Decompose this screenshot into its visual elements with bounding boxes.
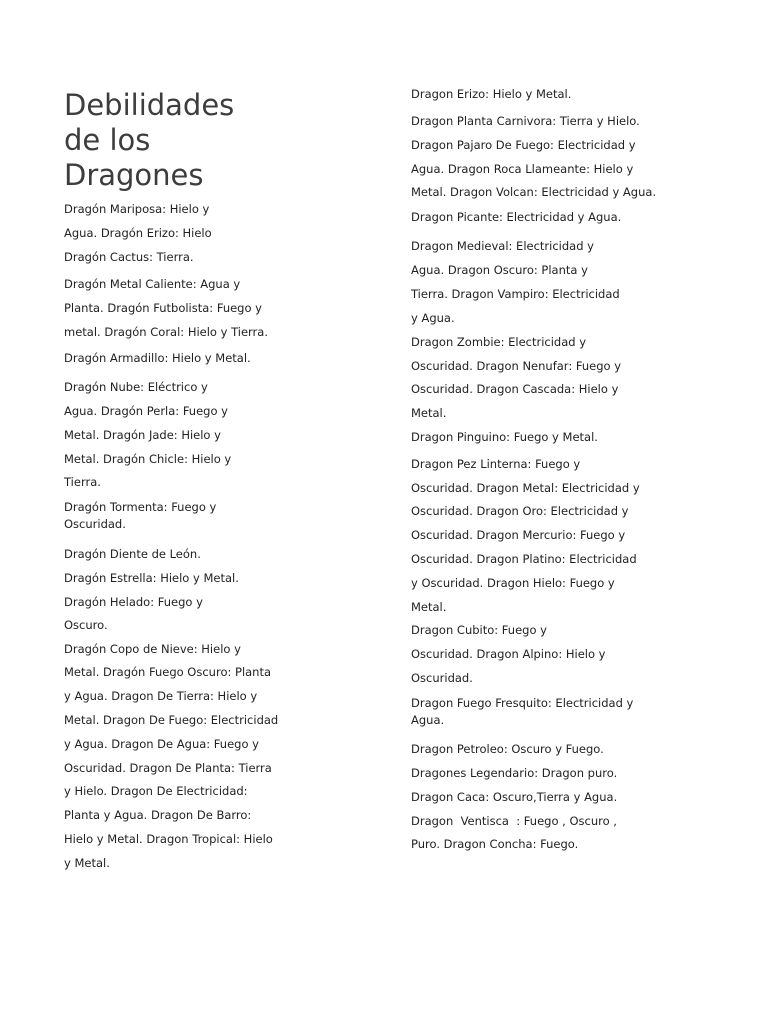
text-line: Dragon Petroleo: Oscuro y Fuego. [411,742,604,756]
text-line: Oscuridad. Dragon Platino: Electricidad [411,552,637,566]
text-line: Dragon Medieval: Electricidad y [411,239,594,253]
text-line: Metal. [411,600,447,614]
text-line: Dragón Estrella: Hielo y Metal. [64,571,239,585]
text-line: Agua. Dragon Oscuro: Planta y [411,263,588,277]
text-line: Metal. Dragón Jade: Hielo y [64,428,221,442]
text-line: Tierra. Dragon Vampiro: Electricidad [411,287,620,301]
text-line: Dragón Cactus: Tierra. [64,250,194,264]
text-line: Dragon Pez Linterna: Fuego y [411,457,581,471]
text-line: metal. Dragón Coral: Hielo y Tierra. [64,325,268,339]
text-line: Oscuridad. Dragon Mercurio: Fuego y [411,528,626,542]
text-line: Metal. Dragon Volcan: Electricidad y Agua. [411,185,657,199]
text-line: Dragon Erizo: Hielo y Metal. [411,87,572,101]
text-line: Oscuridad. Dragon Metal: Electricidad y [411,481,640,495]
text-line: y Agua. Dragon De Tierra: Hielo y [64,689,258,703]
text-line: Dragón Tormenta: Fuego y [64,500,217,514]
text-line: Oscuridad. Dragon Oro: Electricidad y [411,504,629,518]
text-line: Dragon Fuego Fresquito: Electricidad y [411,696,634,710]
text-line: Metal. Dragon De Fuego: Electricidad [64,713,279,727]
text-line: Oscuridad. Dragon Alpino: Hielo y [411,647,606,661]
text-line: y Hielo. Dragon De Electricidad: [64,784,248,798]
text-line: Oscuridad. Dragon Cascada: Hielo y [411,382,619,396]
text-line: Dragón Helado: Fuego y [64,595,203,609]
text-line: Agua. Dragón Perla: Fuego y [64,404,228,418]
title-line: Debilidades [64,88,235,122]
text-line: Dragón Nube: Eléctrico y [64,380,208,394]
text-line: Dragón Armadillo: Hielo y Metal. [64,351,251,365]
title-line: de los [64,123,151,157]
text-line: Metal. [411,406,447,420]
text-line: y Metal. [64,856,110,870]
text-line: Dragon Zombie: Electricidad y [411,335,587,349]
text-line: y Agua. [411,311,455,325]
text-line: Dragon Caca: Oscuro,Tierra y Agua. [411,790,618,804]
text-line: Dragón Copo de Nieve: Hielo y [64,642,241,656]
text-line: Metal. Dragón Chicle: Hielo y [64,452,232,466]
text-line: Dragones Legendario: Dragon puro. [411,766,618,780]
text-line: Dragón Metal Caliente: Agua y [64,277,241,291]
text-line: Agua. Dragon Roca Llameante: Hielo y [411,162,634,176]
text-line: Planta. Dragón Futbolista: Fuego y [64,301,262,315]
text-line: Agua. [411,713,445,727]
page-title [64,88,284,193]
text-line: Agua. Dragón Erizo: Hielo [64,226,212,240]
text-line: Dragon Cubito: Fuego y [411,623,547,637]
text-line: Planta y Agua. Dragon De Barro: [64,808,252,822]
title-line: Dragones [64,158,204,192]
text-line: Dragon Pajaro De Fuego: Electricidad y [411,138,636,152]
text-line: Oscuridad. [64,517,126,531]
text-line: Dragon Picante: Electricidad y Agua. [411,210,622,224]
text-line: Oscuridad. Dragon De Planta: Tierra [64,761,272,775]
text-line: Puro. Dragon Concha: Fuego. [411,837,579,851]
text-line: Metal. Dragón Fuego Oscuro: Planta [64,665,272,679]
text-line: Hielo y Metal. Dragon Tropical: Hielo [64,832,273,846]
text-line: Dragon Planta Carnivora: Tierra y Hielo. [411,114,640,128]
text-line: y Oscuridad. Dragon Hielo: Fuego y [411,576,615,590]
text-line: Dragon Ventisca : Fuego , Oscuro , [411,814,617,828]
text-line: y Agua. Dragon De Agua: Fuego y [64,737,259,751]
text-line: Dragon Pinguino: Fuego y Metal. [411,430,598,444]
text-line: Oscuro. [64,618,108,632]
text-line: Tierra. [64,475,101,489]
text-line: Dragón Mariposa: Hielo y [64,202,210,216]
text-line: Oscuridad. [411,671,473,685]
text-line: Dragón Diente de León. [64,547,201,561]
text-line: Oscuridad. Dragon Nenufar: Fuego y [411,359,621,373]
